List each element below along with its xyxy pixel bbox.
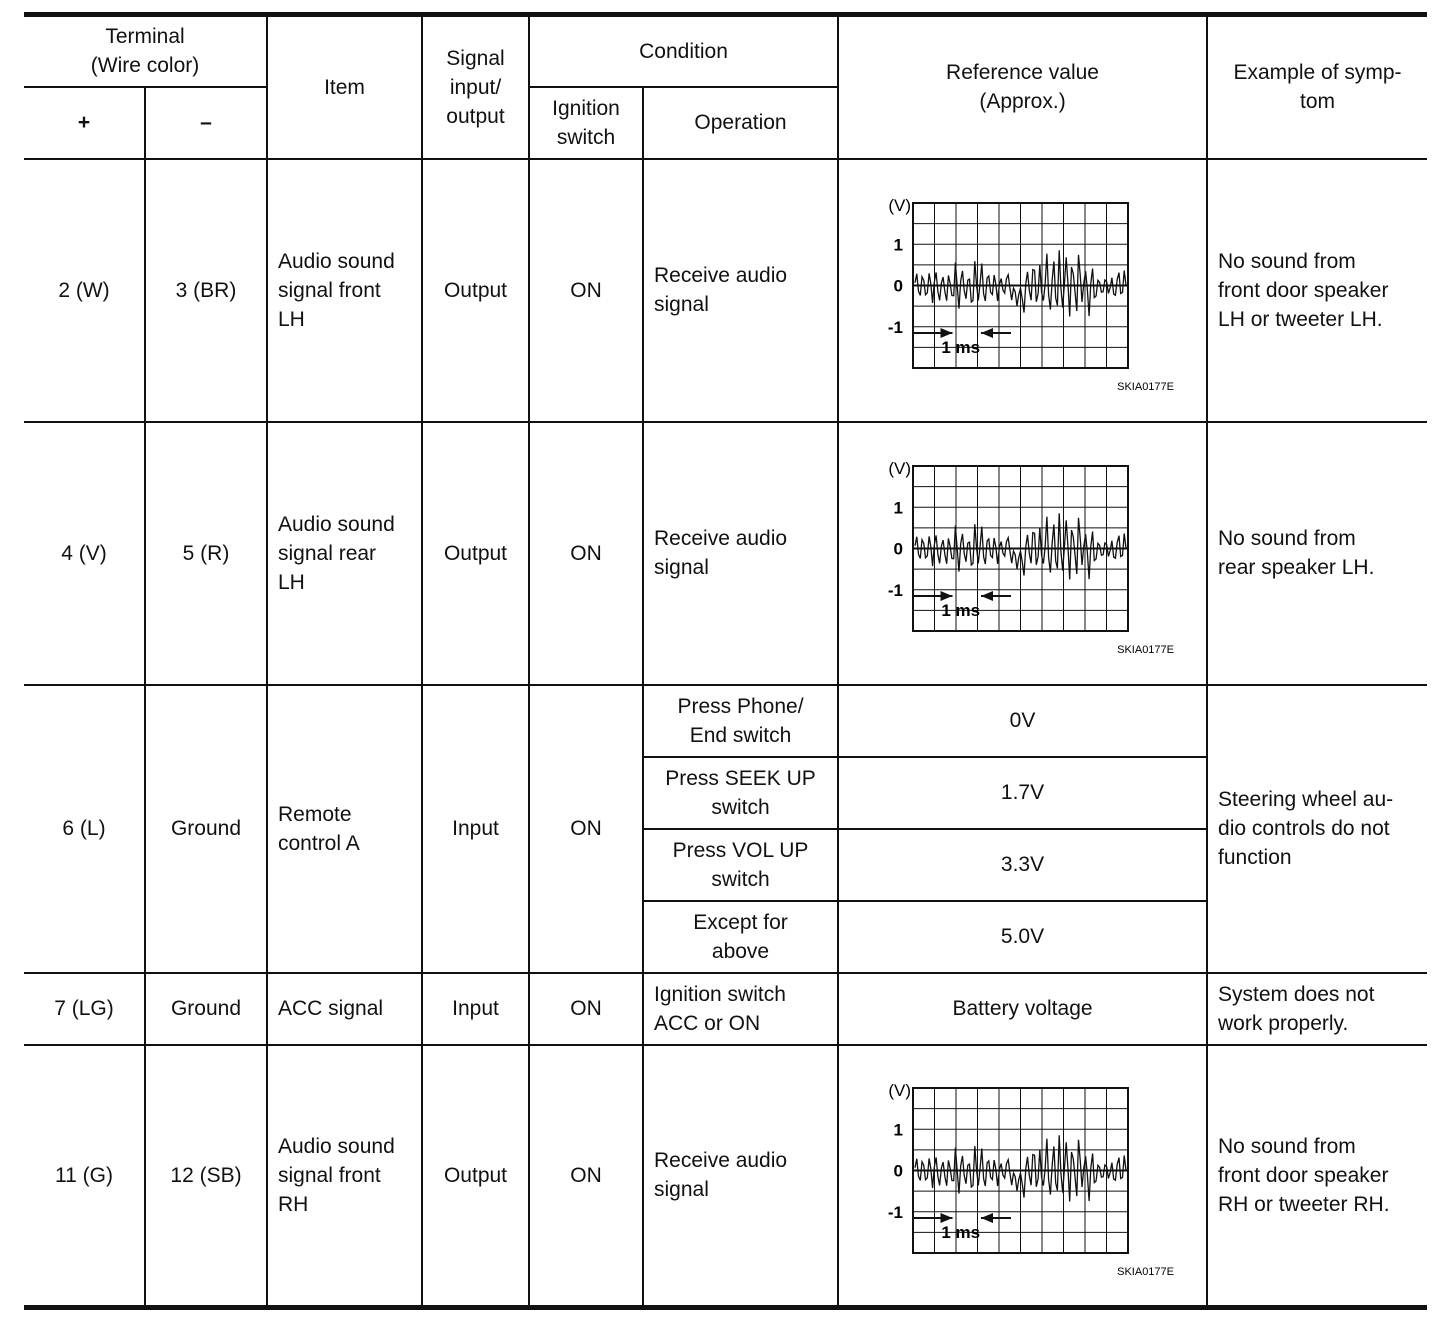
cell-symptom-text: Steering wheel au- dio controls do not function <box>1218 788 1394 869</box>
cell-ignition <box>529 973 643 1045</box>
cell-plus-text: 11 (G) <box>55 1163 113 1187</box>
waveform-arrowhead <box>940 328 952 338</box>
header-operation <box>643 87 838 159</box>
cell-operation-text: Receive audio signal <box>654 1149 788 1202</box>
table-row <box>24 973 1427 1045</box>
waveform-arrowhead <box>981 591 993 601</box>
header-minus <box>145 87 267 159</box>
cell-ignition-text: ON <box>570 1163 602 1187</box>
cell-reference <box>838 829 1207 901</box>
waveform-y-tick-label: 1 <box>893 235 903 255</box>
cell-plus-text: 2 (W) <box>58 278 110 302</box>
cell-ignition-text: ON <box>570 817 602 840</box>
cell-symptom <box>1207 973 1427 1045</box>
cell-reference <box>838 901 1207 973</box>
waveform-figure-id: SKIA0177E <box>1116 381 1174 393</box>
cell-signal-text: Output <box>443 541 508 565</box>
cell-operation-text: Press VOL UP switch <box>672 838 809 891</box>
cell-operation <box>643 829 838 901</box>
header-ignition <box>529 87 643 159</box>
cell-operation-text: Receive audio signal <box>654 527 788 579</box>
waveform-y-tick-label: -1 <box>887 317 903 337</box>
cell-operation <box>643 159 838 422</box>
cell-reference <box>838 422 1207 685</box>
cell-item-text: Audio sound signal front LH <box>278 249 395 331</box>
header-terminal-text: Terminal (Wire color) <box>90 25 200 78</box>
cell-plus <box>24 159 145 422</box>
cell-symptom <box>1207 1045 1427 1308</box>
cell-item-text: Audio sound signal rear LH <box>278 512 395 594</box>
cell-minus <box>145 685 267 973</box>
waveform-y-tick-label: 1 <box>893 498 903 518</box>
cell-symptom <box>1207 159 1427 422</box>
header-plus <box>24 87 145 159</box>
table-row <box>24 1045 1427 1308</box>
cell-item <box>267 685 422 973</box>
cell-operation-text: Receive audio signal <box>654 264 788 316</box>
cell-plus-text: 7 (LG) <box>54 997 114 1020</box>
waveform-figure <box>858 1070 1188 1280</box>
cell-operation <box>643 757 838 829</box>
cell-operation <box>643 1045 838 1308</box>
cell-item-text: Audio sound signal front RH <box>278 1134 395 1216</box>
header-signal <box>422 15 529 159</box>
cell-ignition <box>529 1045 643 1308</box>
cell-item <box>267 422 422 685</box>
table-row <box>24 422 1427 685</box>
cell-plus-text: 6 (L) <box>62 817 106 840</box>
table-row <box>24 159 1427 422</box>
cell-minus <box>145 422 267 685</box>
cell-symptom <box>1207 685 1427 973</box>
cell-minus-text: Ground <box>170 817 242 840</box>
cell-minus-text: 3 (BR) <box>175 278 237 302</box>
cell-operation-text: Press SEEK UP switch <box>665 766 816 819</box>
waveform-time-label: 1 ms <box>940 600 980 620</box>
waveform-time-label: 1 ms <box>940 1223 980 1243</box>
cell-item <box>267 159 422 422</box>
cell-reference-text: 0V <box>1009 709 1036 732</box>
cell-ignition <box>529 685 643 973</box>
cell-operation <box>643 973 838 1045</box>
header-item <box>267 15 422 159</box>
cell-ignition-text: ON <box>570 278 602 302</box>
cell-ignition-text: ON <box>570 541 602 565</box>
header-reference <box>838 15 1207 159</box>
header-signal-text: Signal input/ output <box>446 46 505 128</box>
cell-operation <box>643 422 838 685</box>
header-terminal <box>24 15 267 87</box>
waveform-y-tick-label: 1 <box>893 1120 903 1140</box>
cell-plus <box>24 685 145 973</box>
waveform-unit-label: (V) <box>887 1081 911 1101</box>
waveform-figure <box>858 448 1188 658</box>
header-ignition-text: Ignition switch <box>552 96 620 149</box>
cell-plus <box>24 422 145 685</box>
header-symptom <box>1207 15 1427 159</box>
cell-signal-text: Output <box>443 278 508 302</box>
cell-reference-text: 3.3V <box>1000 853 1045 876</box>
cell-item-text: Remote control A <box>278 802 360 855</box>
cell-ignition <box>529 422 643 685</box>
header-operation-text: Operation <box>694 111 787 134</box>
terminal-spec-table <box>24 12 1427 1310</box>
cell-minus <box>145 973 267 1045</box>
waveform-y-tick-label: 0 <box>893 276 903 296</box>
cell-plus <box>24 1045 145 1308</box>
cell-symptom-text: No sound from front door speaker RH or tweeter RH. <box>1218 1134 1390 1216</box>
cell-reference-text: Battery voltage <box>952 997 1093 1020</box>
table-row <box>24 685 1427 757</box>
cell-operation-text: Except for above <box>693 910 788 963</box>
waveform-arrowhead <box>940 1213 952 1223</box>
header-condition <box>529 15 838 87</box>
cell-minus-text: 12 (SB) <box>170 1163 242 1187</box>
cell-signal <box>422 422 529 685</box>
cell-minus <box>145 1045 267 1308</box>
cell-signal-text: Output <box>443 1163 508 1187</box>
cell-minus-text: Ground <box>170 997 242 1020</box>
cell-reference <box>838 757 1207 829</box>
cell-signal <box>422 973 529 1045</box>
cell-reference <box>838 159 1207 422</box>
cell-item <box>267 973 422 1045</box>
cell-signal <box>422 159 529 422</box>
header-minus-text: – <box>200 111 212 134</box>
cell-operation <box>643 685 838 757</box>
waveform-figure-id: SKIA0177E <box>1116 644 1174 656</box>
header-plus-text: + <box>77 111 91 134</box>
waveform-y-tick-label: 0 <box>893 539 903 559</box>
cell-ignition-text: ON <box>570 997 602 1020</box>
cell-signal-text: Input <box>452 997 499 1020</box>
cell-symptom-text: System does not work properly. <box>1218 982 1375 1035</box>
cell-reference-text: 1.7V <box>1000 781 1045 804</box>
waveform-arrowhead <box>981 328 993 338</box>
cell-symptom-text: No sound from rear speaker LH. <box>1218 527 1375 579</box>
waveform-time-label: 1 ms <box>940 337 980 357</box>
cell-signal-text: Input <box>452 817 499 840</box>
waveform-y-tick-label: -1 <box>887 580 903 600</box>
cell-symptom <box>1207 422 1427 685</box>
cell-reference-text: 5.0V <box>1000 925 1045 948</box>
cell-reference <box>838 973 1207 1045</box>
cell-minus <box>145 159 267 422</box>
waveform-y-tick-label: -1 <box>887 1203 903 1222</box>
cell-minus-text: 5 (R) <box>182 541 230 565</box>
cell-signal <box>422 685 529 973</box>
header-condition-text: Condition <box>639 39 728 63</box>
cell-operation <box>643 901 838 973</box>
cell-ignition <box>529 159 643 422</box>
waveform-arrowhead <box>981 1213 993 1223</box>
waveform-unit-label: (V) <box>887 459 911 478</box>
waveform-figure <box>858 185 1188 395</box>
waveform-y-tick-label: 0 <box>893 1161 903 1181</box>
header-symptom-text: Example of symp- tom <box>1233 61 1402 114</box>
cell-plus <box>24 973 145 1045</box>
cell-reference <box>838 1045 1207 1308</box>
cell-item-text: ACC signal <box>278 997 384 1020</box>
waveform-arrowhead <box>940 591 952 601</box>
cell-plus-text: 4 (V) <box>61 541 107 565</box>
cell-operation-text: Press Phone/ End switch <box>677 694 804 747</box>
cell-reference <box>838 685 1207 757</box>
cell-symptom-text: No sound from front door speaker LH or tweeter LH. <box>1218 249 1389 331</box>
header-reference-text: Reference value (Approx.) <box>946 61 1099 114</box>
cell-signal <box>422 1045 529 1308</box>
header-item-text: Item <box>324 75 365 99</box>
cell-operation-text: Ignition switch ACC or ON <box>654 982 786 1035</box>
waveform-unit-label: (V) <box>887 196 911 215</box>
cell-item <box>267 1045 422 1308</box>
waveform-figure-id: SKIA0177E <box>1116 1266 1174 1279</box>
